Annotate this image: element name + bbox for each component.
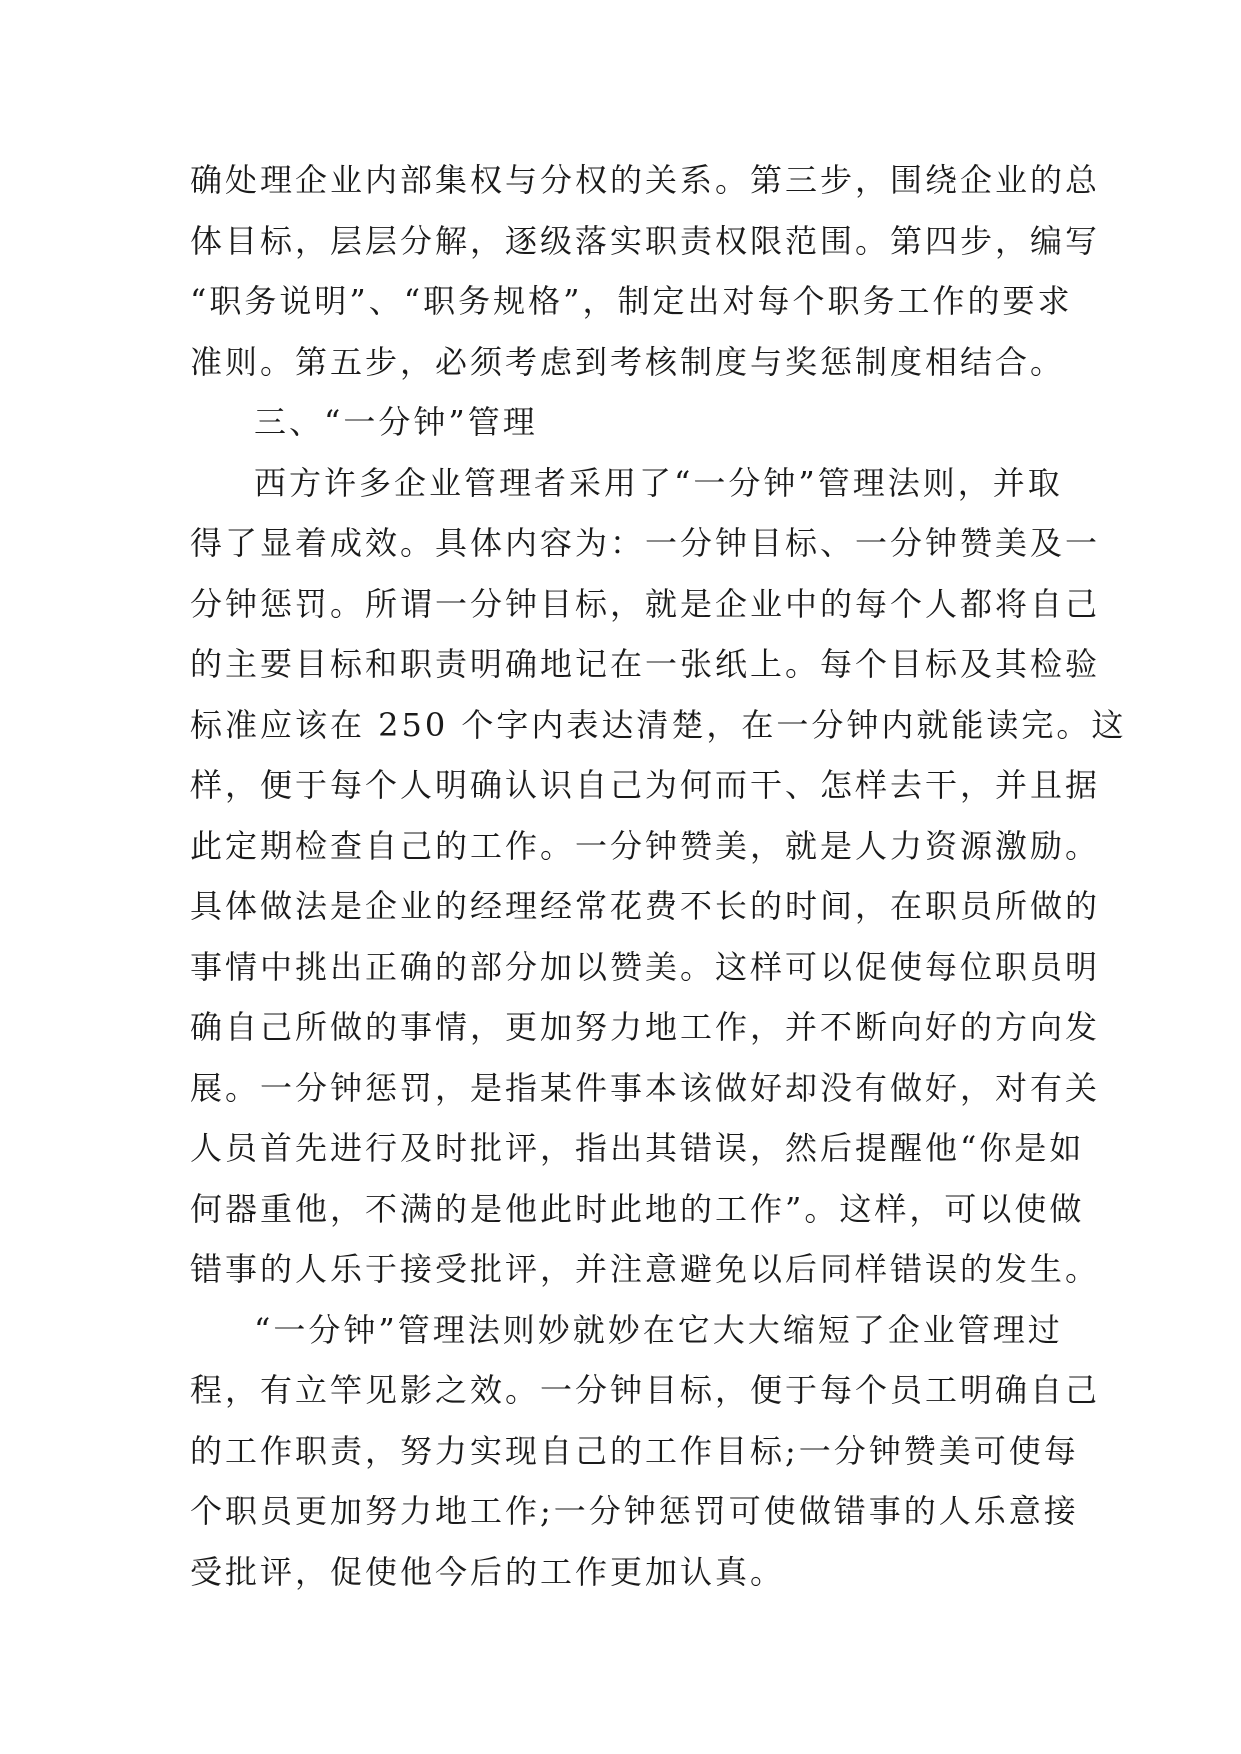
text-line: 确自己所做的事情，更加努力地工作，并不断向好的方向发 (190, 1008, 1101, 1046)
document-body (190, 150, 1127, 1602)
text-line: 西方许多企业管理者采用了“一分钟”管理法则，并取 (254, 463, 1063, 502)
text-line: 准则。第五步，必须考虑到考核制度与奖惩制度相结合。 (190, 342, 1066, 381)
text-line: 样，便于每个人明确认识自己为何而干、怎样去干，并且据 (190, 766, 1101, 804)
text-line: 的主要目标和职责明确地记在一张纸上。每个目标及其检验 (190, 645, 1101, 683)
text-line: 标准应该在 250 个字内表达清楚，在一分钟内就能读完。这 (190, 705, 1127, 744)
text-line: 错事的人乐于接受批评，并注意避免以后同样错误的发生。 (190, 1250, 1101, 1288)
text-line: “职务说明”、“职务规格”，制定出对每个职务工作的要求 (190, 282, 1073, 320)
text-line: 个职员更加努力地工作;一分钟惩罚可使做错事的人乐意接 (190, 1492, 1079, 1530)
text-line: 具体做法是企业的经理经常花费不长的时间，在职员所做的 (190, 887, 1101, 925)
text-line: 此定期检查自己的工作。一分钟赞美，就是人力资源激励。 (190, 826, 1101, 865)
text-line: 程，有立竿见影之效。一分钟目标，便于每个员工明确自己 (190, 1371, 1101, 1409)
text-line: 展。一分钟惩罚，是指某件事本该做好却没有做好，对有关 (190, 1068, 1101, 1107)
text-line: 何器重他，不满的是他此时此地的工作”。这样，可以使做 (190, 1189, 1085, 1228)
text-line: 人员首先进行及时批评，指出其错误，然后提醒他“你是如 (190, 1129, 1085, 1167)
text-line: 确处理企业内部集权与分权的关系。第三步，围绕企业的总 (190, 161, 1101, 199)
text-line: “一分钟”管理法则妙就妙在它大大缩短了企业管理过 (254, 1310, 1063, 1349)
text-line: 得了显着成效。具体内容为：一分钟目标、一分钟赞美及一 (190, 524, 1101, 562)
text-line: 的工作职责，努力实现自己的工作目标;一分钟赞美可使每 (190, 1431, 1079, 1470)
text-line: 体目标，层层分解，逐级落实职责权限范围。第四步，编写 (190, 221, 1101, 260)
text-line: 受批评，促使他今后的工作更加认真。 (190, 1552, 786, 1591)
text-line: 事情中挑出正确的部分加以赞美。这样可以促使每位职员明 (190, 947, 1101, 986)
section-heading: 三、“一分钟”管理 (254, 403, 538, 441)
text-line: 分钟惩罚。所谓一分钟目标，就是企业中的每个人都将自己 (190, 584, 1101, 623)
